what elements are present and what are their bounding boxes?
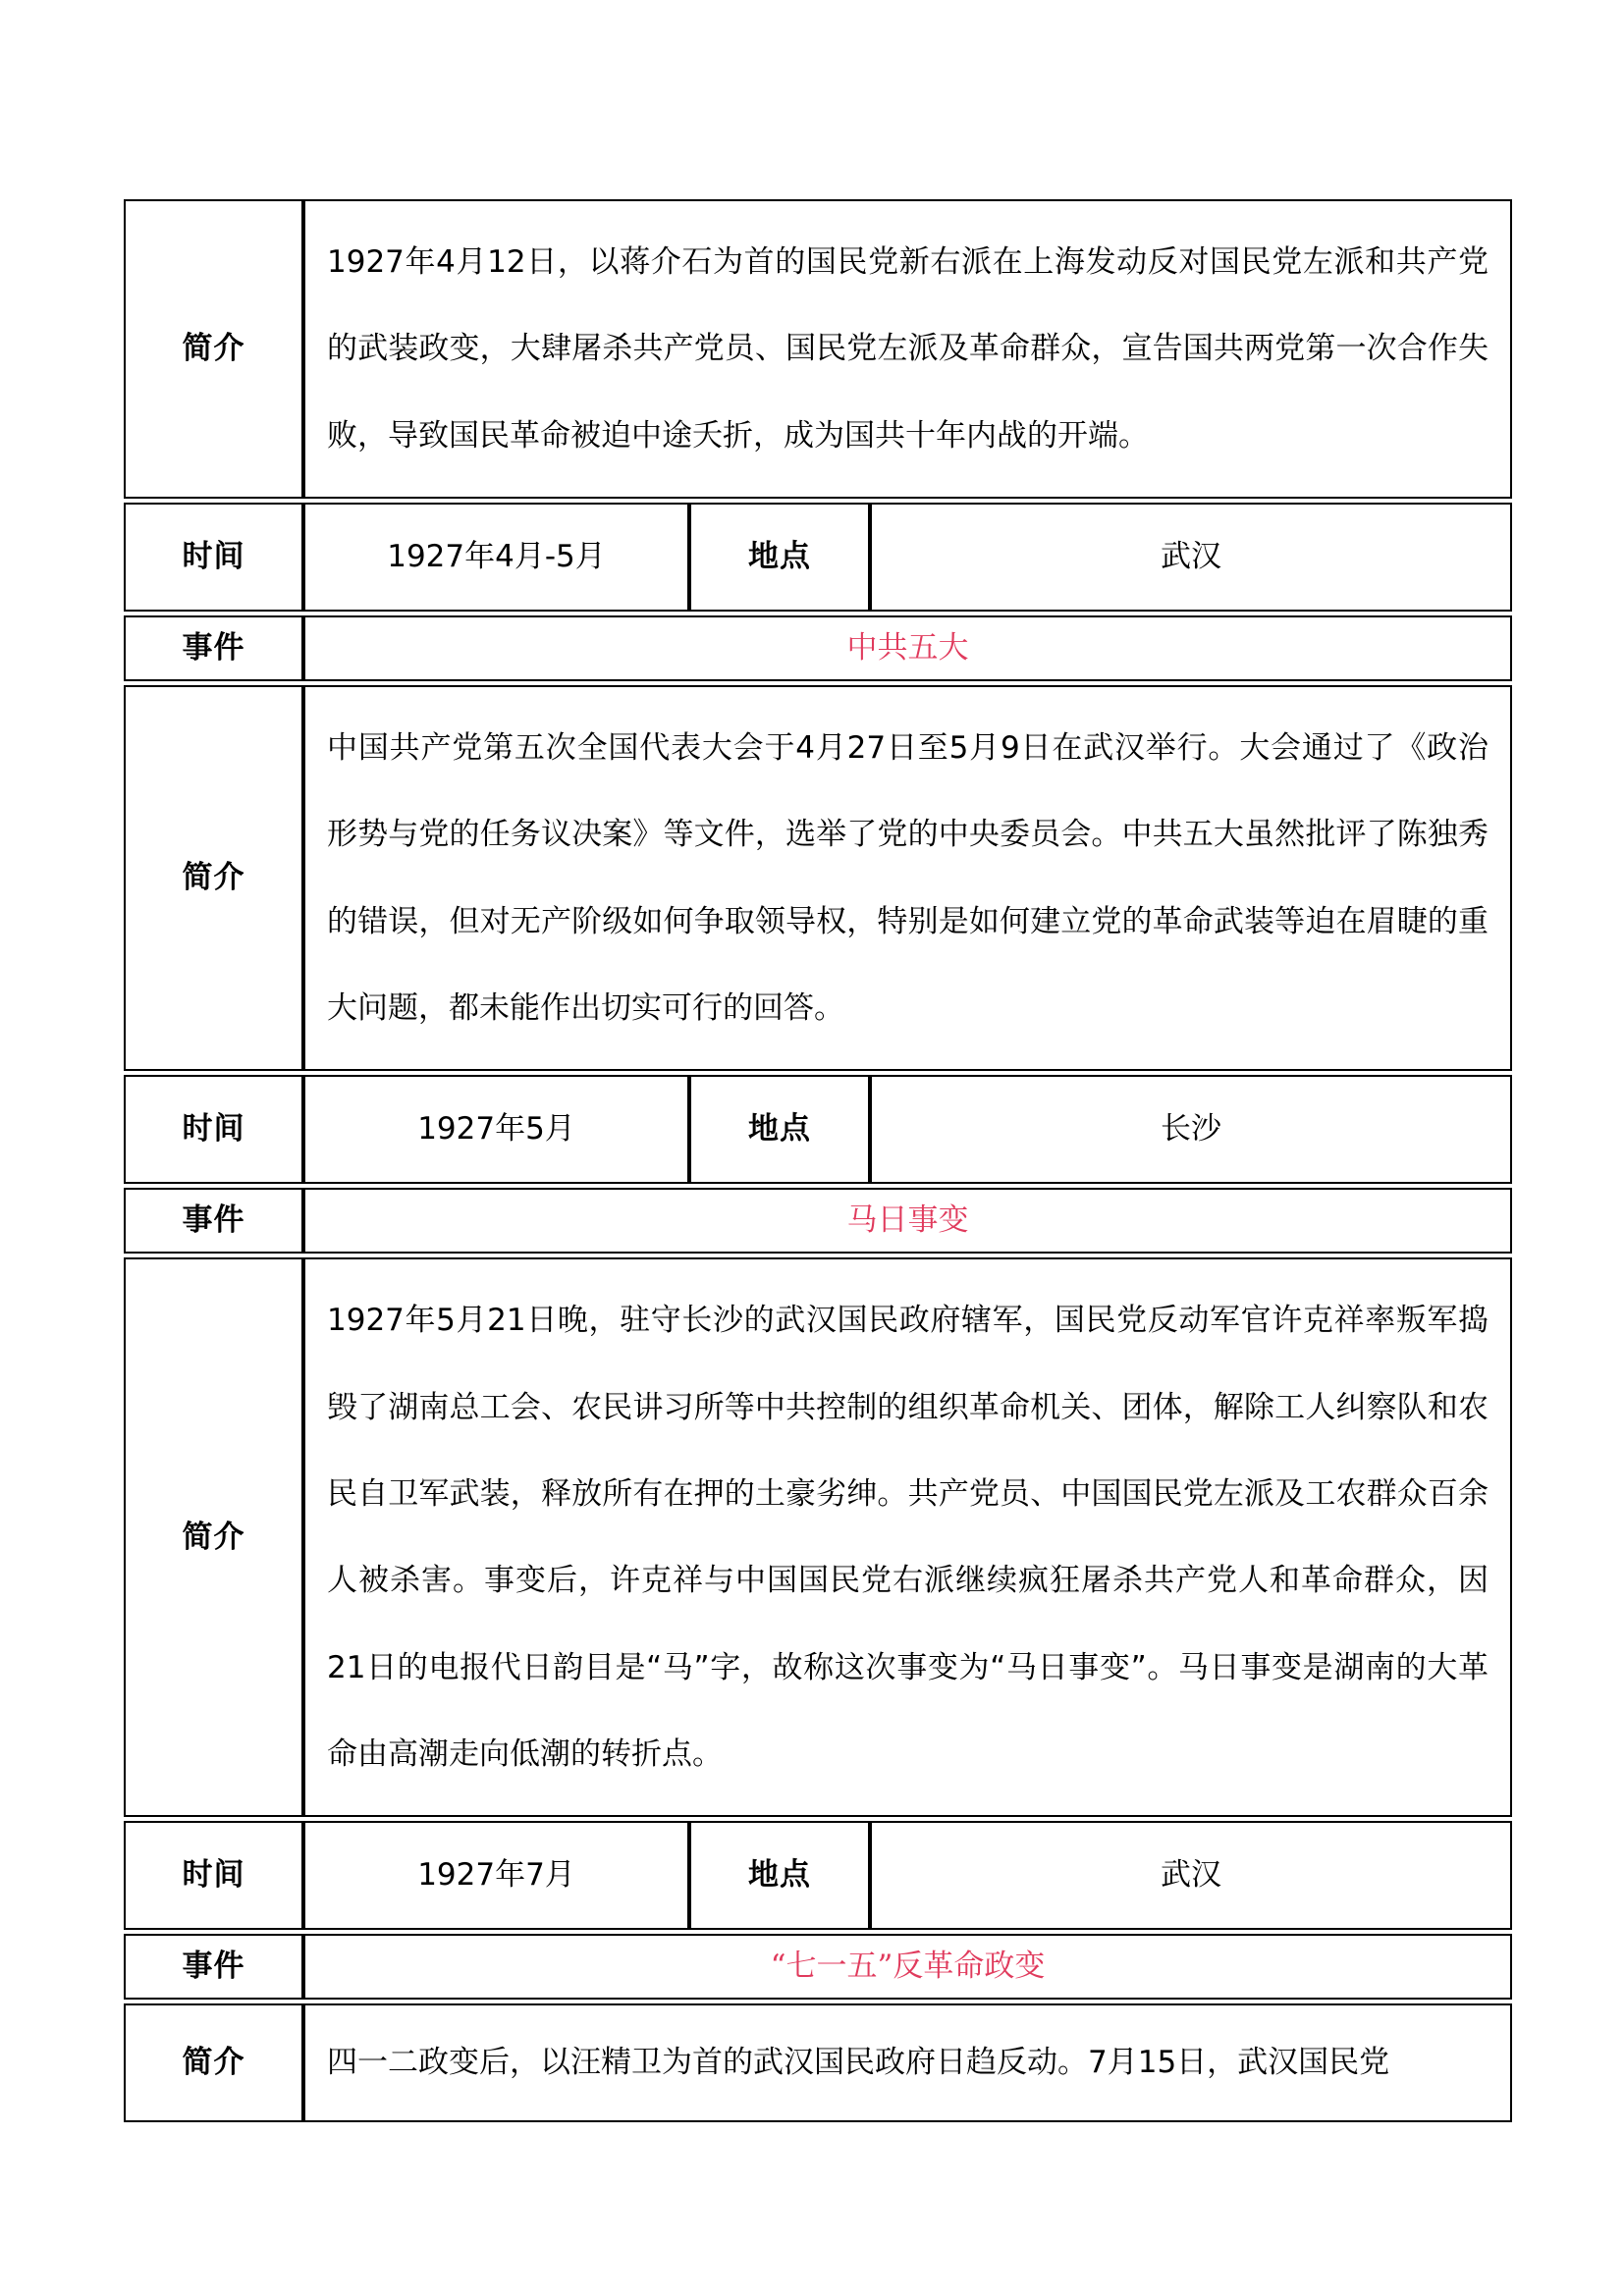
place-value: 武汉 bbox=[870, 503, 1512, 612]
intro-label: 简介 bbox=[124, 2003, 303, 2121]
event-title: “七一五”反革命政变 bbox=[303, 1934, 1512, 2000]
event-label: 事件 bbox=[124, 1188, 303, 1254]
time-label: 时间 bbox=[124, 1075, 303, 1184]
time-place-row bbox=[124, 1075, 1512, 1184]
event-title: 马日事变 bbox=[303, 1188, 1512, 1254]
time-value: 1927年7月 bbox=[303, 1821, 689, 1930]
intro-row bbox=[124, 1257, 1512, 1817]
intro-row bbox=[124, 199, 1512, 499]
time-value: 1927年5月 bbox=[303, 1075, 689, 1184]
intro-text: 中国共产党第五次全国代表大会于4月27日至5月9日在武汉举行。大会通过了《政治形势与党的任务议决案》等文件，选举了党的中央委员会。中共五大虽然批评了陈独秀的错误，但对无产阶级如何争取领导权，特别是如何建立党的革命武装等迫在眉睫的重大问题，都未能作出切实可行的回答。 bbox=[303, 685, 1512, 1071]
intro-label: 简介 bbox=[124, 685, 303, 1071]
place-label: 地点 bbox=[689, 1075, 870, 1184]
event-row bbox=[124, 1934, 1512, 2000]
intro-label: 简介 bbox=[124, 1257, 303, 1817]
history-events-table bbox=[124, 199, 1512, 2122]
place-value: 武汉 bbox=[870, 1821, 1512, 1930]
intro-text: 1927年4月12日，以蒋介石为首的国民党新右派在上海发动反对国民党左派和共产党的武装政变，大肆屠杀共产党员、国民党左派及革命群众，宣告国共两党第一次合作失败，导致国民革命被迫中途夭折，成为国共十年内战的开端。 bbox=[303, 199, 1512, 499]
time-value: 1927年4月-5月 bbox=[303, 503, 689, 612]
intro-text: 四一二政变后，以汪精卫为首的武汉国民政府日趋反动。7月15日，武汉国民党 bbox=[303, 2003, 1512, 2121]
intro-label: 简介 bbox=[124, 199, 303, 499]
event-row bbox=[124, 615, 1512, 681]
place-label: 地点 bbox=[689, 503, 870, 612]
intro-text: 1927年5月21日晚，驻守长沙的武汉国民政府辖军，国民党反动军官许克祥率叛军捣毁了湖南总工会、农民讲习所等中共控制的组织革命机关、团体，解除工人纠察队和农民自卫军武装，释放所有在押的土豪劣绅。共产党员、中国国民党左派及工农群众百余人被杀害。事变后，许克祥与中国国民党右派继续疯狂屠杀共产党人和革命群众，因21日的电报代日韵目是“马”字，故称这次事变为“马日事变”。马日事变是湖南的大革命由高潮走向低潮的转折点。 bbox=[303, 1257, 1512, 1817]
intro-row bbox=[124, 2003, 1512, 2121]
time-place-row bbox=[124, 1821, 1512, 1930]
event-row bbox=[124, 1188, 1512, 1254]
place-label: 地点 bbox=[689, 1821, 870, 1930]
time-label: 时间 bbox=[124, 503, 303, 612]
event-title: 中共五大 bbox=[303, 615, 1512, 681]
time-place-row bbox=[124, 503, 1512, 612]
intro-row bbox=[124, 685, 1512, 1071]
event-label: 事件 bbox=[124, 615, 303, 681]
place-value: 长沙 bbox=[870, 1075, 1512, 1184]
time-label: 时间 bbox=[124, 1821, 303, 1930]
event-label: 事件 bbox=[124, 1934, 303, 2000]
